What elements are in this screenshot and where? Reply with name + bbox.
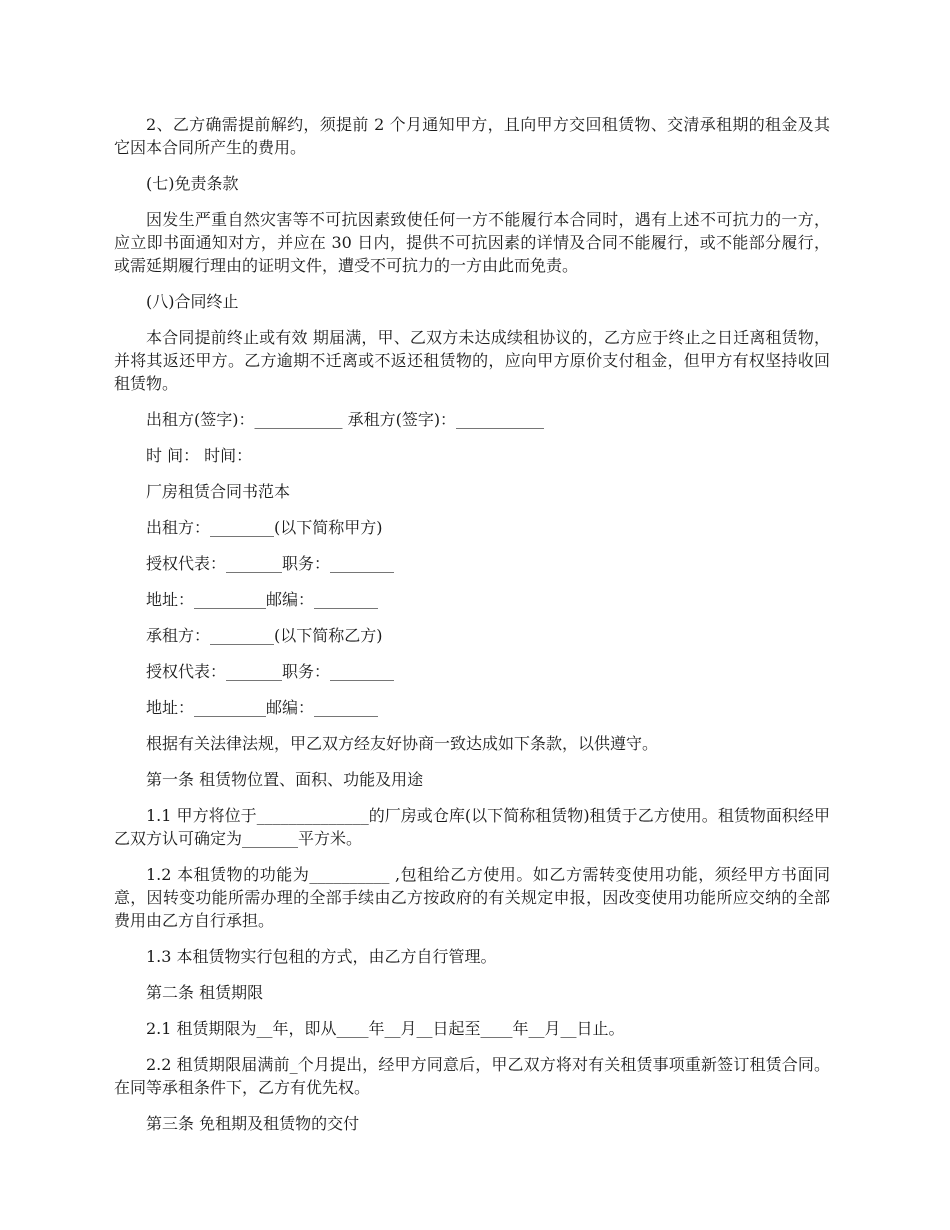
article-3-heading: 第三条 免租期及租赁物的交付 [146,1114,360,1133]
article-1-3: 1.3 本租赁物实行包租的方式，由乙方自行管理。 [146,947,497,966]
lessee-address-line: 地址：_________邮编：________ [146,698,379,717]
lessor-line: 出租方：________(以下简称甲方) [146,518,383,537]
signature-line: 出租方(签字)：___________ 承租方(签字)：___________ [146,410,545,429]
clause-early-termination: 2、乙方确需提前解约，须提前 2 个月通知甲方，且向甲方交回租赁物、交清承租期的租金及其它因本合同所产生的费用。 [114,115,830,157]
article-2-heading: 第二条 租赁期限 [146,983,264,1002]
date-line: 时 间： 时间： [146,446,253,465]
document-body [114,113,830,1148]
heading-exemption: (七)免责条款 [146,174,239,193]
heading-termination: (八)合同终止 [146,292,239,311]
clause-termination: 本合同提前终止或有效 期届满，甲、乙双方未达成续租协议的，乙方应于终止之日迁离租赁物，并将其返还甲方。乙方逾期不迁离或不返还租赁物的，应向甲方原价支付租金，但甲方有权坚持收回租赁物。 [114,328,830,393]
article-2-2: 2.2 租赁期限届满前_个月提出，经甲方同意后，甲乙双方将对有关租赁事项重新签订租赁合同。在同等承租条件下，乙方有优先权。 [114,1055,830,1097]
lessor-representative-line: 授权代表：_______职务：________ [146,554,395,573]
lessee-line: 承租方：________(以下简称乙方) [146,626,383,645]
article-1-heading: 第一条 租赁物位置、面积、功能及用途 [146,770,424,789]
article-2-1: 2.1 租赁期限为__年，即从____年__月__日起至____年__月__日止。 [146,1019,625,1038]
clause-force-majeure: 因发生严重自然灾害等不可抗因素致使任何一方不能履行本合同时，遇有上述不可抗力的一方，应立即书面通知对方，并应在 30 日内，提供不可抗因素的详情及合同不能履行，或不能部分履行，或需延期履行理由的证明文件，遭受不可抗力的一方由此而免责。 [114,210,830,275]
contract-title: 厂房租赁合同书范本 [146,482,291,501]
lessee-representative-line: 授权代表：_______职务：________ [146,662,395,681]
lessor-address-line: 地址：_________邮编：________ [146,590,379,609]
article-1-2: 1.2 本租赁物的功能为__________ ,包租给乙方使用。如乙方需转变使用功能，须经甲方书面同意，因转变功能所需办理的全部手续由乙方按政府的有关规定申报，因改变使用功能所应交纳的全部费用由乙方自行承担。 [114,865,830,930]
preamble: 根据有关法律法规，甲乙双方经友好协商一致达成如下条款，以供遵守。 [146,734,659,753]
article-1-1: 1.1 甲方将位于______________的厂房或仓库(以下简称租赁物)租赁于乙方使用。租赁物面积经甲乙双方认可确定为_______平方米。 [114,806,830,848]
